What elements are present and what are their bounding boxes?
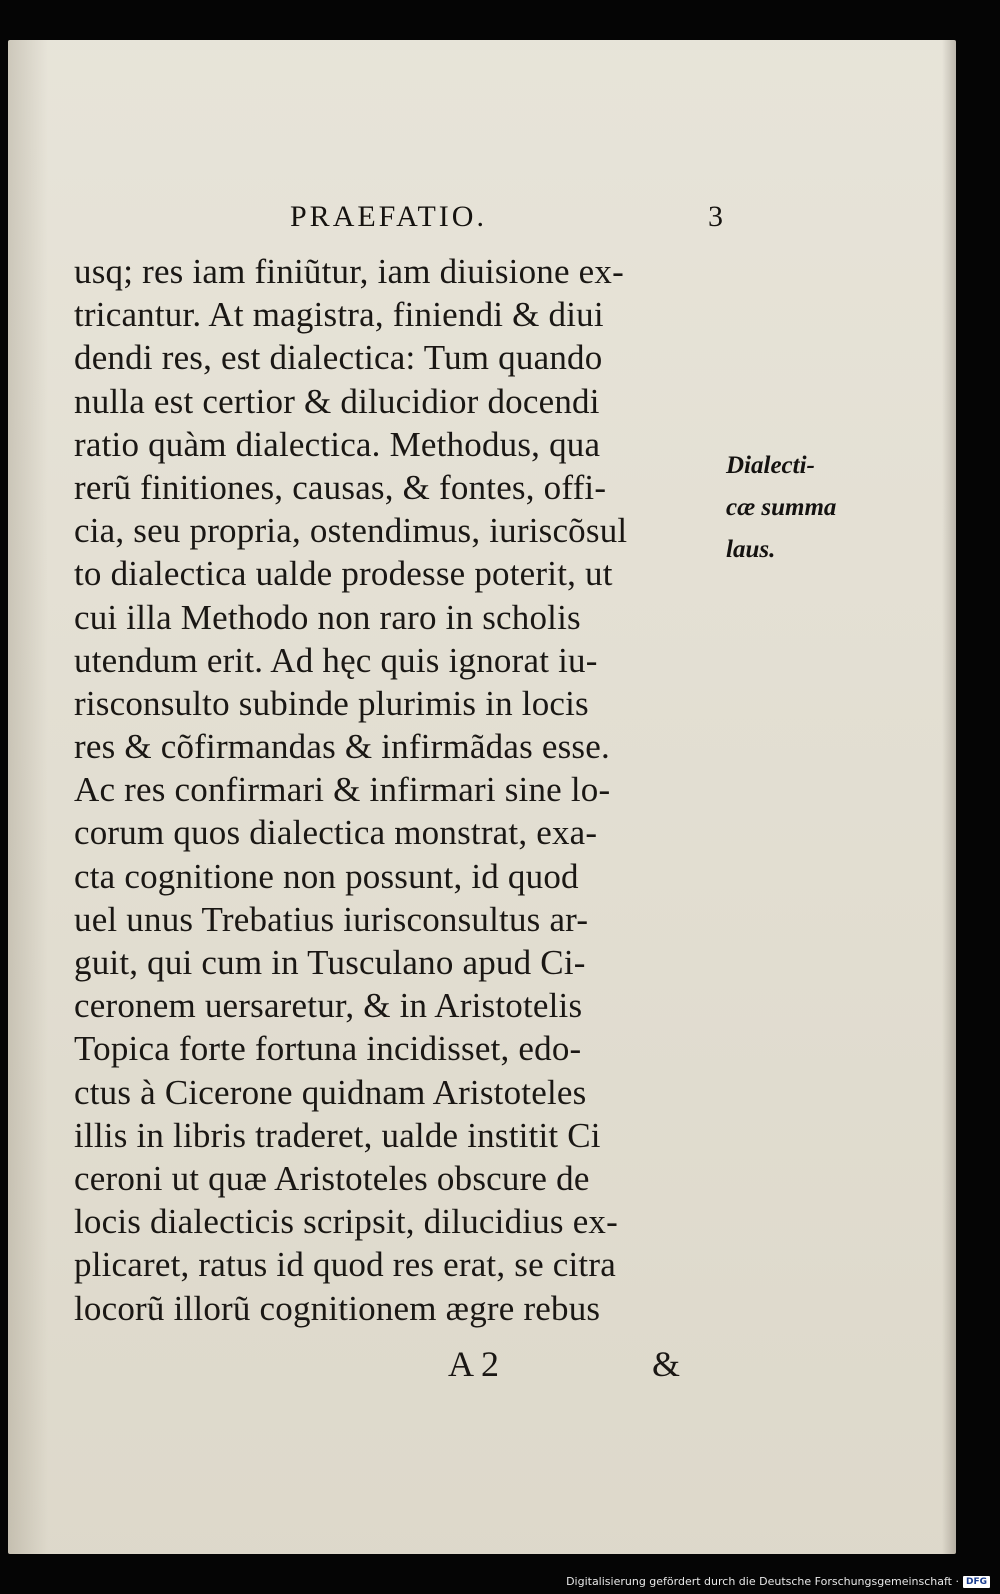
text-line: Topica forte fortuna incidisset, edo- — [74, 1029, 582, 1069]
text-line: usq; res iam finiũtur, iam diuisione ex- — [74, 252, 624, 291]
book-page — [8, 40, 956, 1554]
text-line: rerũ finitiones, causas, & fontes, offi- — [74, 467, 607, 507]
text-line: Ac res confirmari & infirmari sine lo- — [74, 770, 611, 810]
text-line: uel unus Trebatius iurisconsultus ar- — [74, 899, 589, 939]
text-line: utendum erit. Ad hęc quis ignorat iu- — [74, 640, 598, 680]
text-line: to dialectica ualde prodesse poterit, ut — [74, 554, 613, 594]
signature-mark: A 2 — [448, 1344, 500, 1384]
running-head: PRAEFATIO. — [290, 200, 487, 233]
text-line: guit, qui cum in Tusculano apud Ci- — [74, 943, 586, 982]
catchword: & — [652, 1344, 681, 1384]
text-line: ceroni ut quæ Aristoteles obscure de — [74, 1158, 590, 1198]
text-line: ceronem uersaretur, & in Aristotelis — [74, 986, 583, 1026]
text-line: plicaret, ratus id quod res erat, se citra — [74, 1245, 616, 1285]
marginal-note — [726, 445, 866, 571]
text-line: corum quos dialectica monstrat, exa- — [74, 813, 598, 853]
text-line: ctus à Cicerone quidnam Aristoteles — [74, 1072, 587, 1112]
text-line: cia, seu propria, ostendimus, iuriscõsul — [74, 511, 628, 551]
text-line: nulla est certior & dilucidior docendi — [74, 381, 600, 421]
page-number: 3 — [708, 200, 723, 233]
digitization-footer — [566, 1575, 990, 1588]
marginal-line: cæ summa — [726, 494, 837, 521]
footer-credit: Digitalisierung gefördert durch die Deutsche Forschungsgemeinschaft · — [566, 1575, 959, 1588]
text-line: res & cõfirmandas & infirmãdas esse. — [74, 727, 610, 767]
text-line: ratio quàm dialectica. Methodus, qua — [74, 424, 601, 464]
text-line: locorũ illorũ cognitionem ægre rebus — [74, 1288, 601, 1328]
marginal-line: laus. — [726, 536, 776, 563]
body-text — [74, 250, 724, 1330]
text-line: dendi res, est dialectica: Tum quando — [74, 338, 603, 378]
dfg-logo-icon: DFG — [963, 1576, 990, 1588]
text-line: illis in libris traderet, ualde institit Ci — [74, 1115, 601, 1155]
text-line: locis dialecticis scripsit, dilucidius ex- — [74, 1202, 618, 1242]
page-header — [74, 200, 724, 240]
marginal-line: Dialecti- — [726, 452, 815, 479]
text-line: risconsulto subinde plurimis in locis — [74, 683, 589, 723]
text-line: cta cognitione non possunt, id quod — [74, 856, 579, 896]
text-line: tricantur. At magistra, finiendi & diui — [74, 295, 604, 335]
text-line: cui illa Methodo non raro in scholis — [74, 597, 581, 637]
